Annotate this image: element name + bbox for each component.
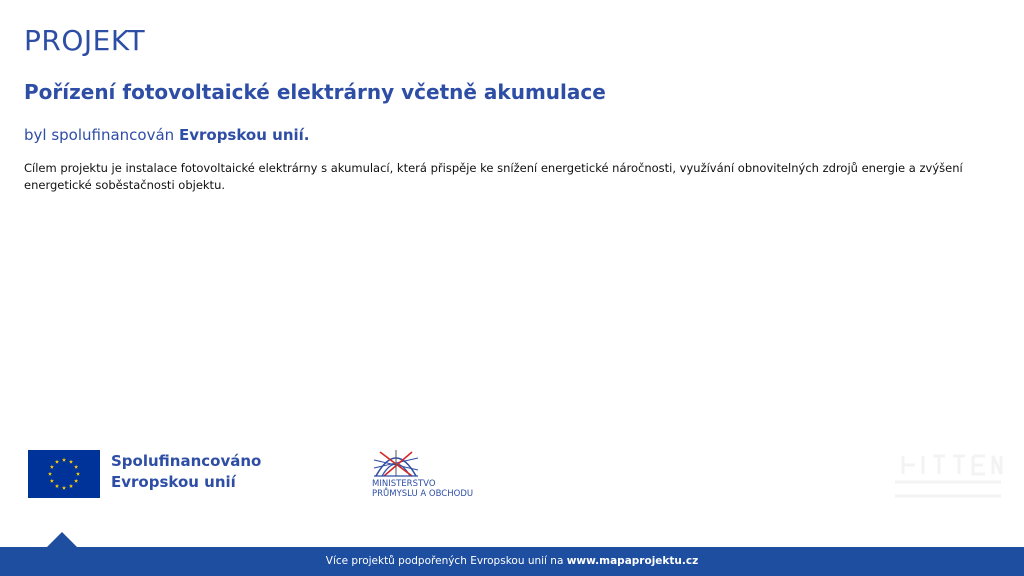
eu-text-line1: Spolufinancováno [111,452,262,470]
footer-notch [46,532,78,548]
partner-logo-icon [893,452,1003,500]
cofinanced-prefix: byl spolufinancován [24,126,175,144]
cofinanced-eu: Evropskou unií. [178,126,310,144]
footer-link[interactable]: www.mapaprojektu.cz [566,555,699,567]
project-title: Pořízení fotovoltaické elektrárny včetně akumulace [24,80,606,104]
ministry-text [372,479,473,499]
footer-bar [0,547,1024,576]
ministry-globe-icon [372,448,420,478]
page-heading: PROJEKT [24,24,146,57]
cofinanced-line [24,126,309,144]
ministry-line2: PRŮMYSLU A OBCHODU [372,489,474,499]
eu-text-line2: Evropskou unií [111,473,236,491]
eu-cofinanced-text [111,451,261,493]
project-description: Cílem projektu je instalace fotovoltaické elektrárny s akumulací, která přispěje ke snížení energetické náročnosti, využívání obnovitelných zdrojů energie a zvýšení energetické soběstačnosti objektu. [24,161,963,192]
eu-flag-icon [28,450,100,498]
ministry-line1: MINISTERSTVO [372,479,436,489]
footer-text: Více projektů podpořených Evropskou unií na [325,555,564,567]
